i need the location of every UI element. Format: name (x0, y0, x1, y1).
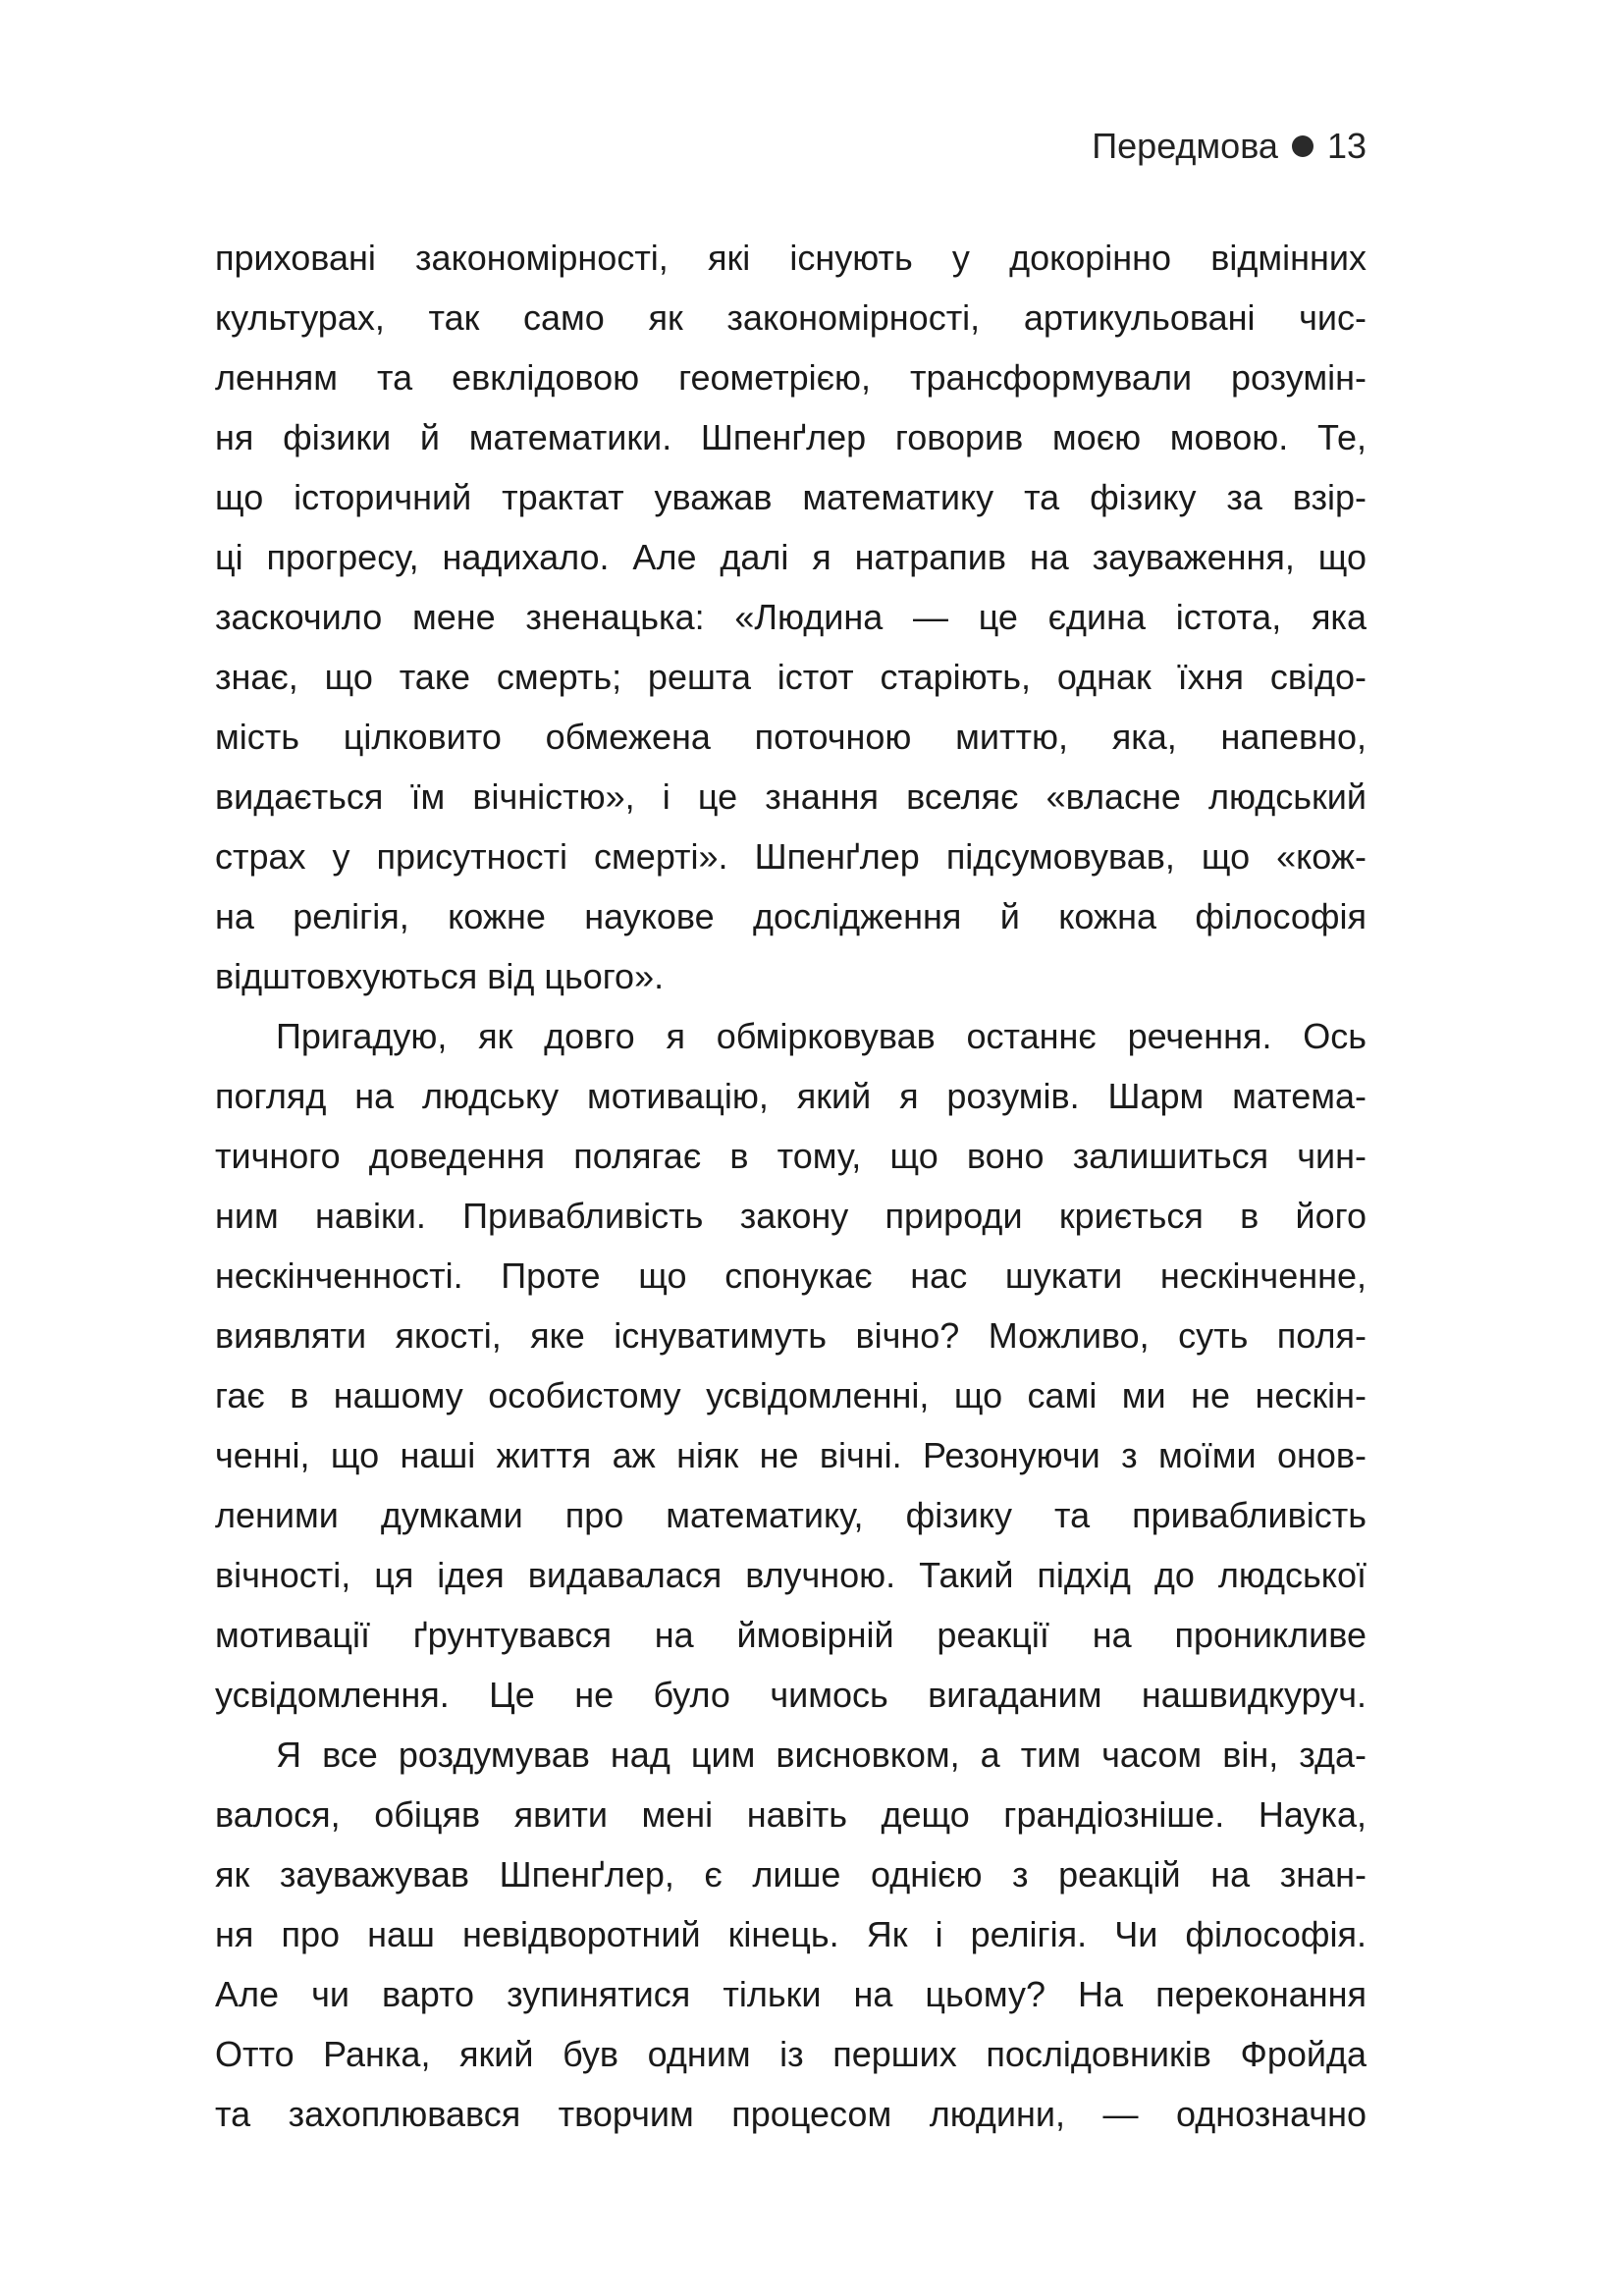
text-line: Я все роздумував над цим висновком, а тим часом він, зда- (276, 1735, 1367, 1775)
text-line: гає в нашому особистому усвідомленні, що самі ми не нескін- (215, 1375, 1367, 1415)
text-line: заскочило мене зненацька: «Людина — це єдина істота, яка (215, 597, 1367, 637)
text-line: леними думками про математику, фізику та привабливість (215, 1495, 1367, 1535)
text-line: ленням та евклідовою геометрією, трансформували розумін- (215, 357, 1367, 398)
text-line: як зауважував Шпенґлер, є лише однією з реакцій на знан- (215, 1854, 1367, 1895)
text-line: мотивації ґрунтувався на ймовірній реакції на проникливе (215, 1615, 1367, 1655)
text-line: ченні, що наші життя аж ніяк не вічні. Резонуючи з моїми онов- (215, 1435, 1367, 1475)
text-line: Пригадую, як довго я обмірковував останнє речення. Ось (276, 1016, 1367, 1056)
text-line: страх у присутності смерті». Шпенґлер підсумовував, що «кож- (215, 836, 1367, 877)
text-line: ня про наш невідворотний кінець. Як і релігія. Чи філософія. (215, 1914, 1367, 1954)
text-line: Отто Ранка, який був одним із перших послідовників Фройда (215, 2034, 1367, 2074)
body-text (215, 228, 1367, 2144)
text-line: погляд на людську мотивацію, який я розумів. Шарм матема- (215, 1076, 1367, 1116)
text-line: що історичний трактат уважав математику та фізику за взір- (215, 477, 1367, 517)
text-line: вічності, ця ідея видавалася влучною. Такий підхід до людської (215, 1555, 1367, 1595)
running-header (1092, 126, 1367, 167)
page-number: 13 (1326, 126, 1367, 166)
text-line: знає, що таке смерть; решта істот старіють, однак їхня свідо- (215, 657, 1367, 697)
text-line: ня фізики й математики. Шпенґлер говорив моєю мовою. Те, (215, 417, 1367, 457)
text-line: мість цілковито обмежена поточною миттю, яка, напевно, (215, 717, 1367, 757)
text-line: валося, обіцяв явити мені навіть дещо грандіозніше. Наука, (215, 1794, 1367, 1835)
text-line: культурах, так само як закономірності, артикульовані чис- (215, 297, 1367, 338)
paragraph (215, 1006, 1367, 1725)
text-line: тичного доведення полягає в тому, що воно залишиться чин- (215, 1136, 1367, 1176)
text-line: видається їм вічністю», і це знання вселяє «власне людський (215, 776, 1367, 817)
text-line: відштовхуються від цього». (215, 956, 665, 996)
text-line: на релігія, кожне наукове дослідження й кожна філософія (215, 896, 1367, 936)
text-line: приховані закономірності, які існують у докорінно відмінних (215, 238, 1367, 278)
paragraph (215, 1725, 1367, 2144)
text-line: ці прогресу, надихало. Але далі я натрапив на зауваження, що (215, 537, 1367, 577)
text-line: Але чи варто зупинятися тільки на цьому? На переконання (215, 1974, 1367, 2014)
text-line: ним навіки. Привабливість закону природи криється в його (215, 1196, 1367, 1236)
text-line: усвідомлення. Це не було чимось вигаданим нашвидкуруч. (215, 1675, 1367, 1715)
text-line: виявляти якості, яке існуватимуть вічно? Можливо, суть поля- (215, 1315, 1367, 1356)
bullet-dot-icon (1292, 135, 1313, 157)
text-line: нескінченності. Проте що спонукає нас шукати нескінченне, (215, 1255, 1367, 1296)
text-line: та захоплювався творчим процесом людини, — однозначно (215, 2094, 1367, 2134)
section-title: Передмова (1092, 126, 1278, 166)
paragraph (215, 228, 1367, 1006)
